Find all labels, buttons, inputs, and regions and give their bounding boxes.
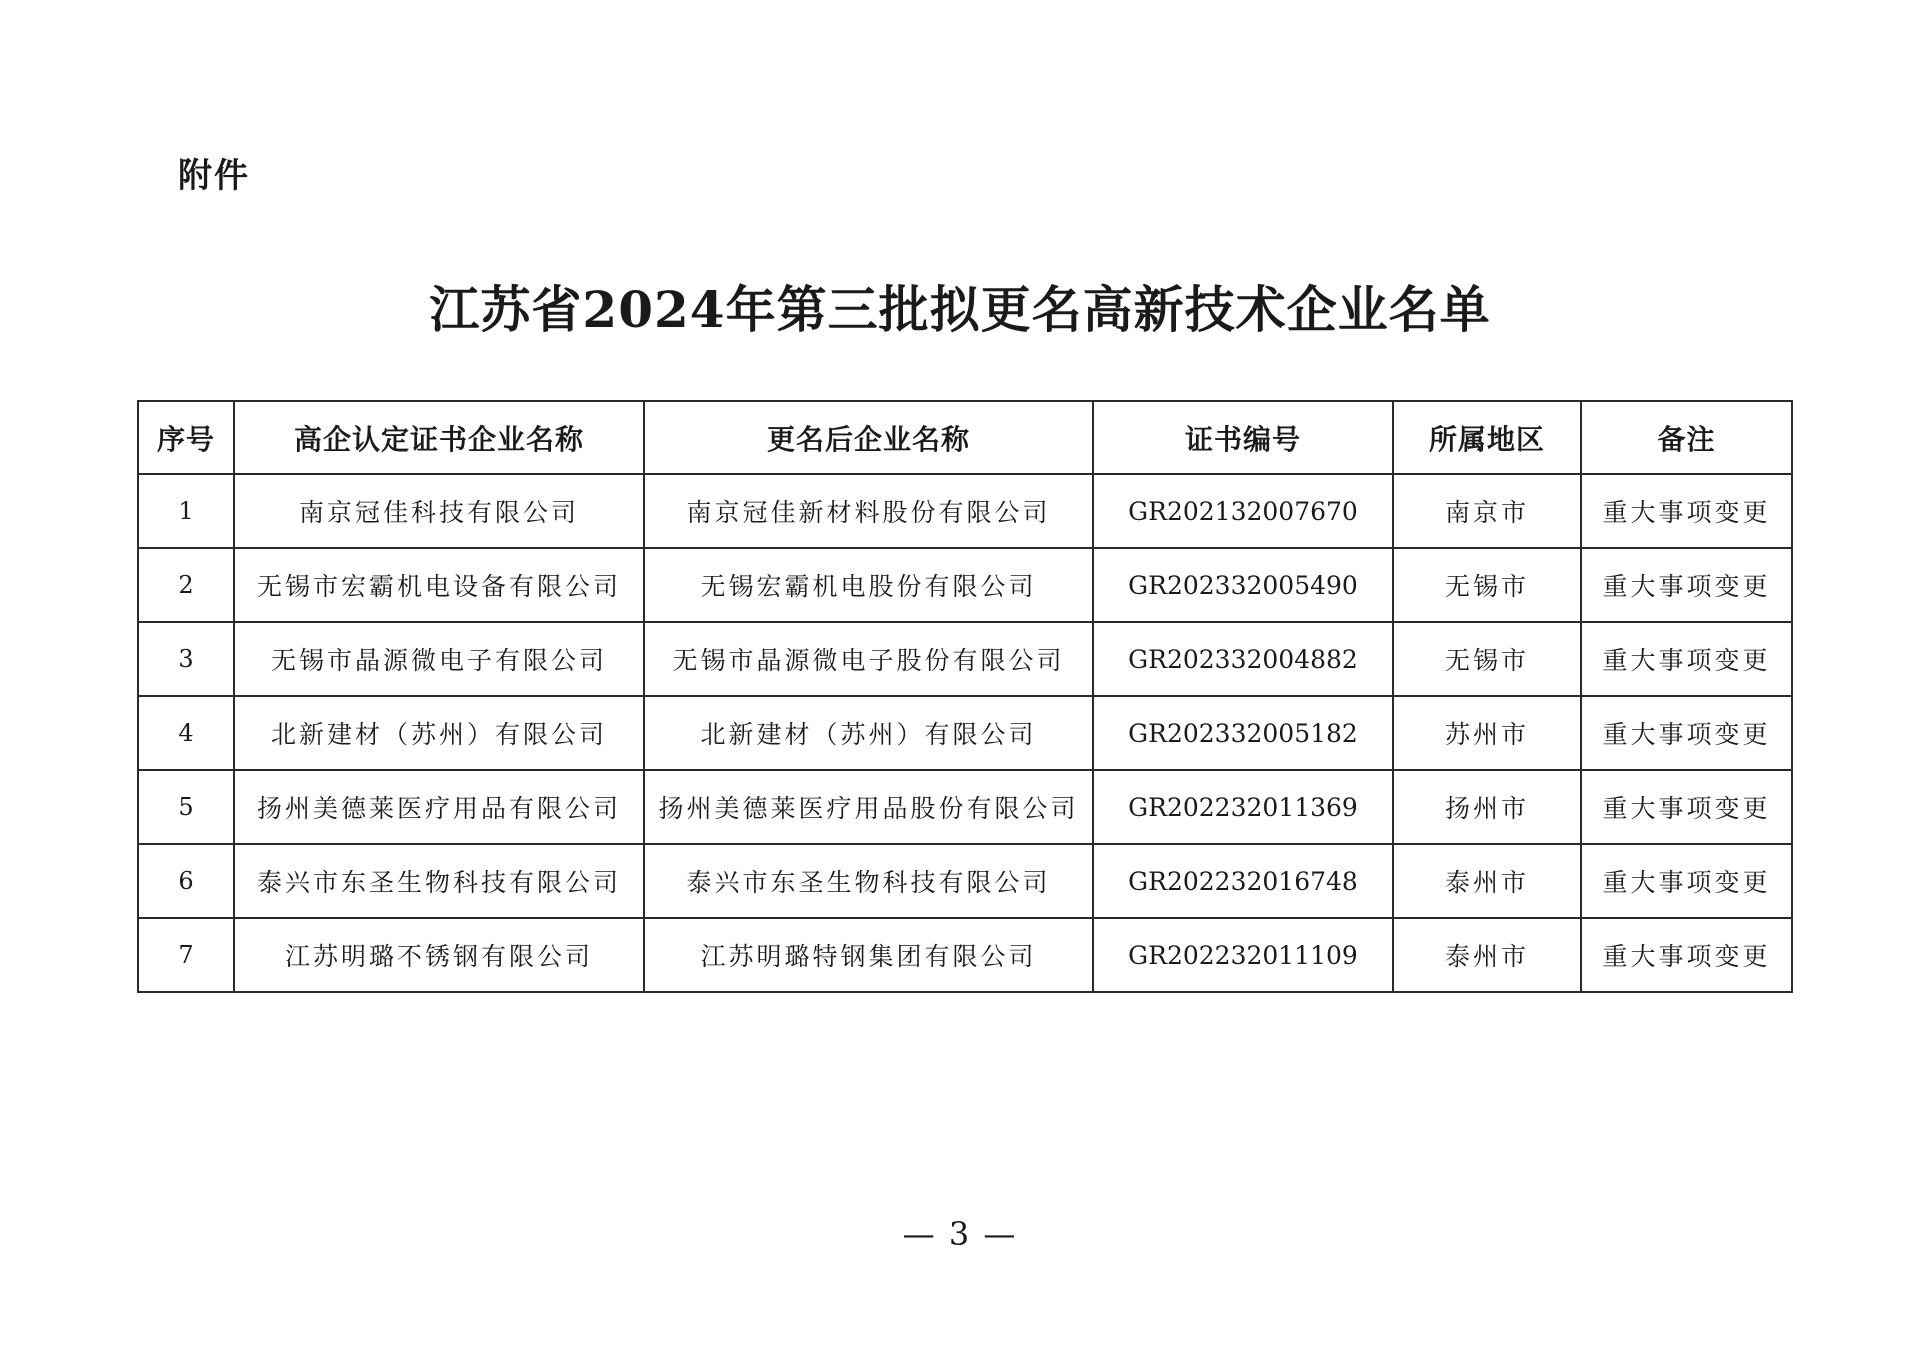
header-remark: 备注 <box>1581 401 1792 474</box>
table-header-row <box>138 401 1792 474</box>
cell-certificate-number: GR202132007670 <box>1093 474 1393 548</box>
table-row <box>138 918 1792 992</box>
cell-region: 无锡市 <box>1393 548 1581 622</box>
company-rename-table <box>137 400 1793 993</box>
table-row <box>138 770 1792 844</box>
cell-region: 无锡市 <box>1393 622 1581 696</box>
cell-new-name: 南京冠佳新材料股份有限公司 <box>644 474 1093 548</box>
cell-region: 泰州市 <box>1393 844 1581 918</box>
cell-serial: 6 <box>138 844 234 918</box>
cell-original-name: 泰兴市东圣生物科技有限公司 <box>234 844 644 918</box>
cell-original-name: 北新建材（苏州）有限公司 <box>234 696 644 770</box>
cell-serial: 3 <box>138 622 234 696</box>
cell-new-name: 泰兴市东圣生物科技有限公司 <box>644 844 1093 918</box>
cell-remark: 重大事项变更 <box>1581 622 1792 696</box>
cell-serial: 5 <box>138 770 234 844</box>
cell-remark: 重大事项变更 <box>1581 844 1792 918</box>
cell-new-name: 无锡宏霸机电股份有限公司 <box>644 548 1093 622</box>
cell-original-name: 扬州美德莱医疗用品有限公司 <box>234 770 644 844</box>
cell-remark: 重大事项变更 <box>1581 696 1792 770</box>
table-row <box>138 844 1792 918</box>
cell-certificate-number: GR202232011369 <box>1093 770 1393 844</box>
cell-remark: 重大事项变更 <box>1581 770 1792 844</box>
cell-new-name: 无锡市晶源微电子股份有限公司 <box>644 622 1093 696</box>
cell-original-name: 江苏明璐不锈钢有限公司 <box>234 918 644 992</box>
cell-certificate-number: GR202232016748 <box>1093 844 1393 918</box>
page-number: — 3 — <box>902 1215 1018 1253</box>
cell-remark: 重大事项变更 <box>1581 918 1792 992</box>
cell-region: 扬州市 <box>1393 770 1581 844</box>
cell-region: 苏州市 <box>1393 696 1581 770</box>
table-row <box>138 696 1792 770</box>
cell-new-name: 北新建材（苏州）有限公司 <box>644 696 1093 770</box>
header-new-name: 更名后企业名称 <box>644 401 1093 474</box>
table-row <box>138 548 1792 622</box>
header-original-name: 高企认定证书企业名称 <box>234 401 644 474</box>
cell-original-name: 无锡市晶源微电子有限公司 <box>234 622 644 696</box>
header-region: 所属地区 <box>1393 401 1581 474</box>
header-serial: 序号 <box>138 401 234 474</box>
table-row <box>138 622 1792 696</box>
page-title: 江苏省2024年第三批拟更名高新技术企业名单 <box>429 280 1491 339</box>
cell-remark: 重大事项变更 <box>1581 548 1792 622</box>
cell-certificate-number: GR202332005490 <box>1093 548 1393 622</box>
cell-certificate-number: GR202232011109 <box>1093 918 1393 992</box>
cell-original-name: 无锡市宏霸机电设备有限公司 <box>234 548 644 622</box>
cell-remark: 重大事项变更 <box>1581 474 1792 548</box>
attachment-label: 附件 <box>178 156 250 196</box>
cell-new-name: 江苏明璐特钢集团有限公司 <box>644 918 1093 992</box>
table-row <box>138 474 1792 548</box>
cell-serial: 4 <box>138 696 234 770</box>
cell-new-name: 扬州美德莱医疗用品股份有限公司 <box>644 770 1093 844</box>
cell-serial: 2 <box>138 548 234 622</box>
cell-serial: 7 <box>138 918 234 992</box>
header-certificate-number: 证书编号 <box>1093 401 1393 474</box>
cell-certificate-number: GR202332005182 <box>1093 696 1393 770</box>
cell-original-name: 南京冠佳科技有限公司 <box>234 474 644 548</box>
cell-region: 南京市 <box>1393 474 1581 548</box>
cell-certificate-number: GR202332004882 <box>1093 622 1393 696</box>
cell-serial: 1 <box>138 474 234 548</box>
cell-region: 泰州市 <box>1393 918 1581 992</box>
